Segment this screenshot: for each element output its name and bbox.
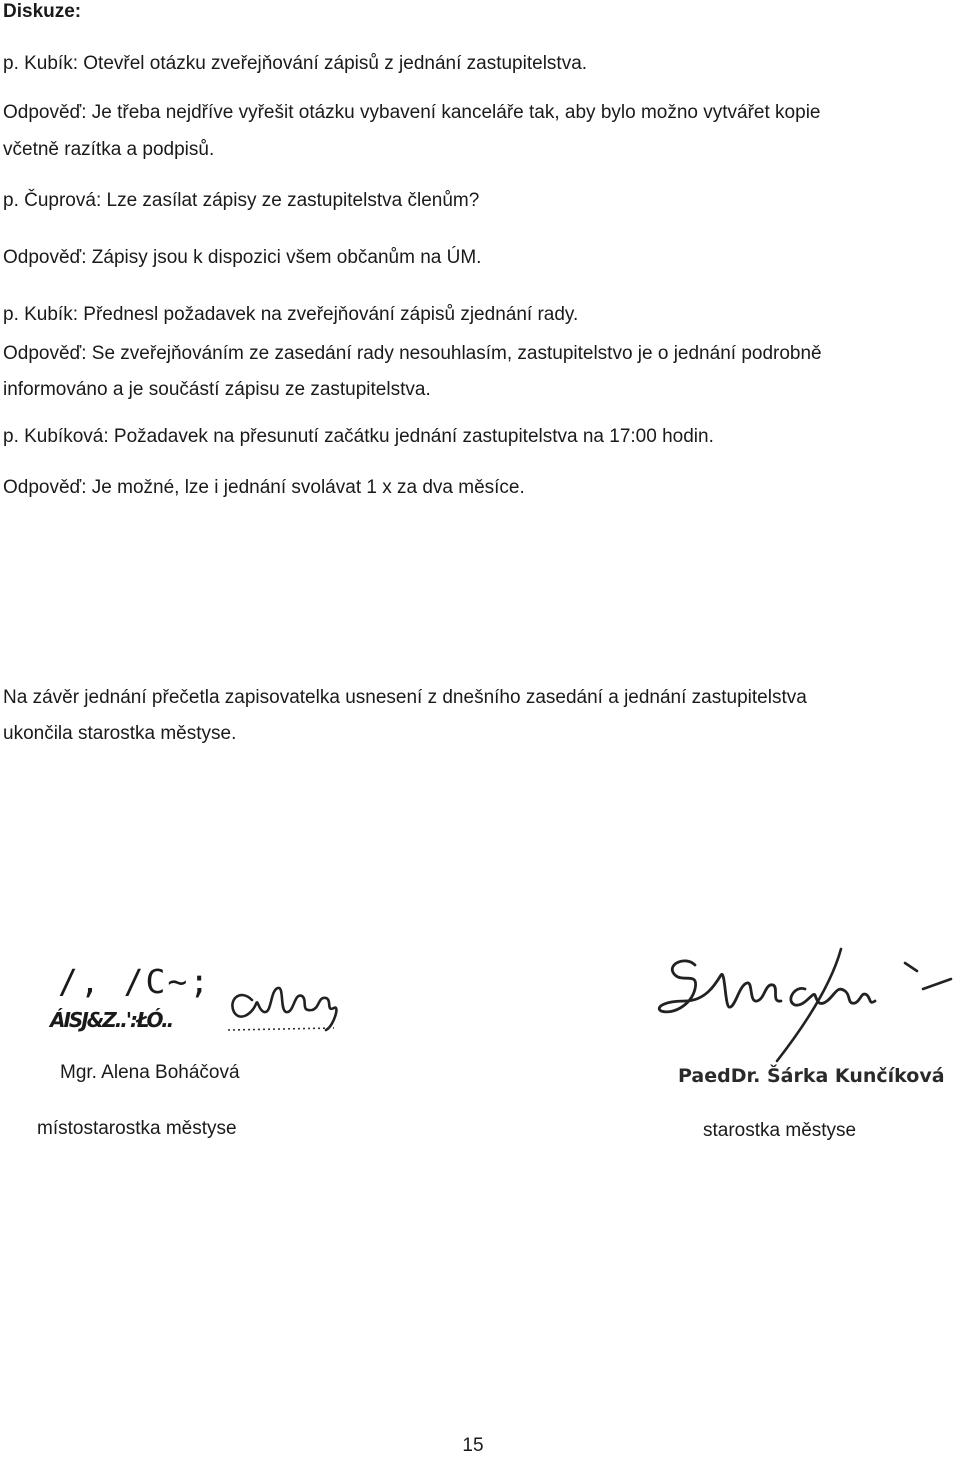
signature-stamp-subline: ÁISJ&Z..':ŁÓ.. <box>50 1008 173 1032</box>
discussion-line: Odpověď: Je třeba nejdříve vyřešit otázku vybavení kanceláře tak, aby bylo možno vytvářet kopie <box>3 102 821 123</box>
signatory-role-right: starostka městyse <box>703 1120 857 1141</box>
handwritten-signature-right <box>655 945 955 1065</box>
discussion-line: Odpověď: Zápisy jsou k dispozici všem občanům na ÚM. <box>3 247 482 268</box>
discussion-line: p. Čuprová: Lze zasílat zápisy ze zastupitelstva členům? <box>3 190 480 211</box>
signatory-printed-name-right: PaedDr. Šárka Kunčíková <box>678 1065 945 1087</box>
signatory-name-left: Mgr. Alena Boháčová <box>60 1062 240 1083</box>
discussion-line: p. Kubík: Přednesl požadavek na zveřejňování zápisů zjednání rady. <box>3 304 579 325</box>
discussion-line: Odpověď: Je možné, lze i jednání svolávat 1 x za dva měsíce. <box>3 477 525 498</box>
discussion-line: p. Kubíková: Požadavek na přesunutí začátku jednání zastupitelstva na 17:00 hodin. <box>3 426 714 447</box>
handwritten-signature-left <box>222 970 347 1040</box>
discussion-line: Odpověď: Se zveřejňováním ze zasedání rady nesouhlasím, zastupitelstvo je o jednání podrobně <box>3 343 822 364</box>
discussion-line: včetně razítka a podpisů. <box>3 139 215 160</box>
signatory-role-left: místostarostka městyse <box>37 1118 237 1139</box>
page-number: 15 <box>462 1435 484 1456</box>
closing-line: ukončila starostka městyse. <box>3 723 237 744</box>
discussion-line: informováno a je součástí zápisu ze zastupitelstva. <box>3 379 431 400</box>
section-heading: Diskuze: <box>3 1 82 22</box>
closing-line: Na závěr jednání přečetla zapisovatelka usnesení z dnešního zasedání a jednání zastupitelstva <box>3 687 807 708</box>
discussion-line: p. Kubík: Otevřel otázku zveřejňování zápisů z jednání zastupitelstva. <box>3 53 588 74</box>
signature-stamp-line: /, /C~; <box>58 962 212 1001</box>
